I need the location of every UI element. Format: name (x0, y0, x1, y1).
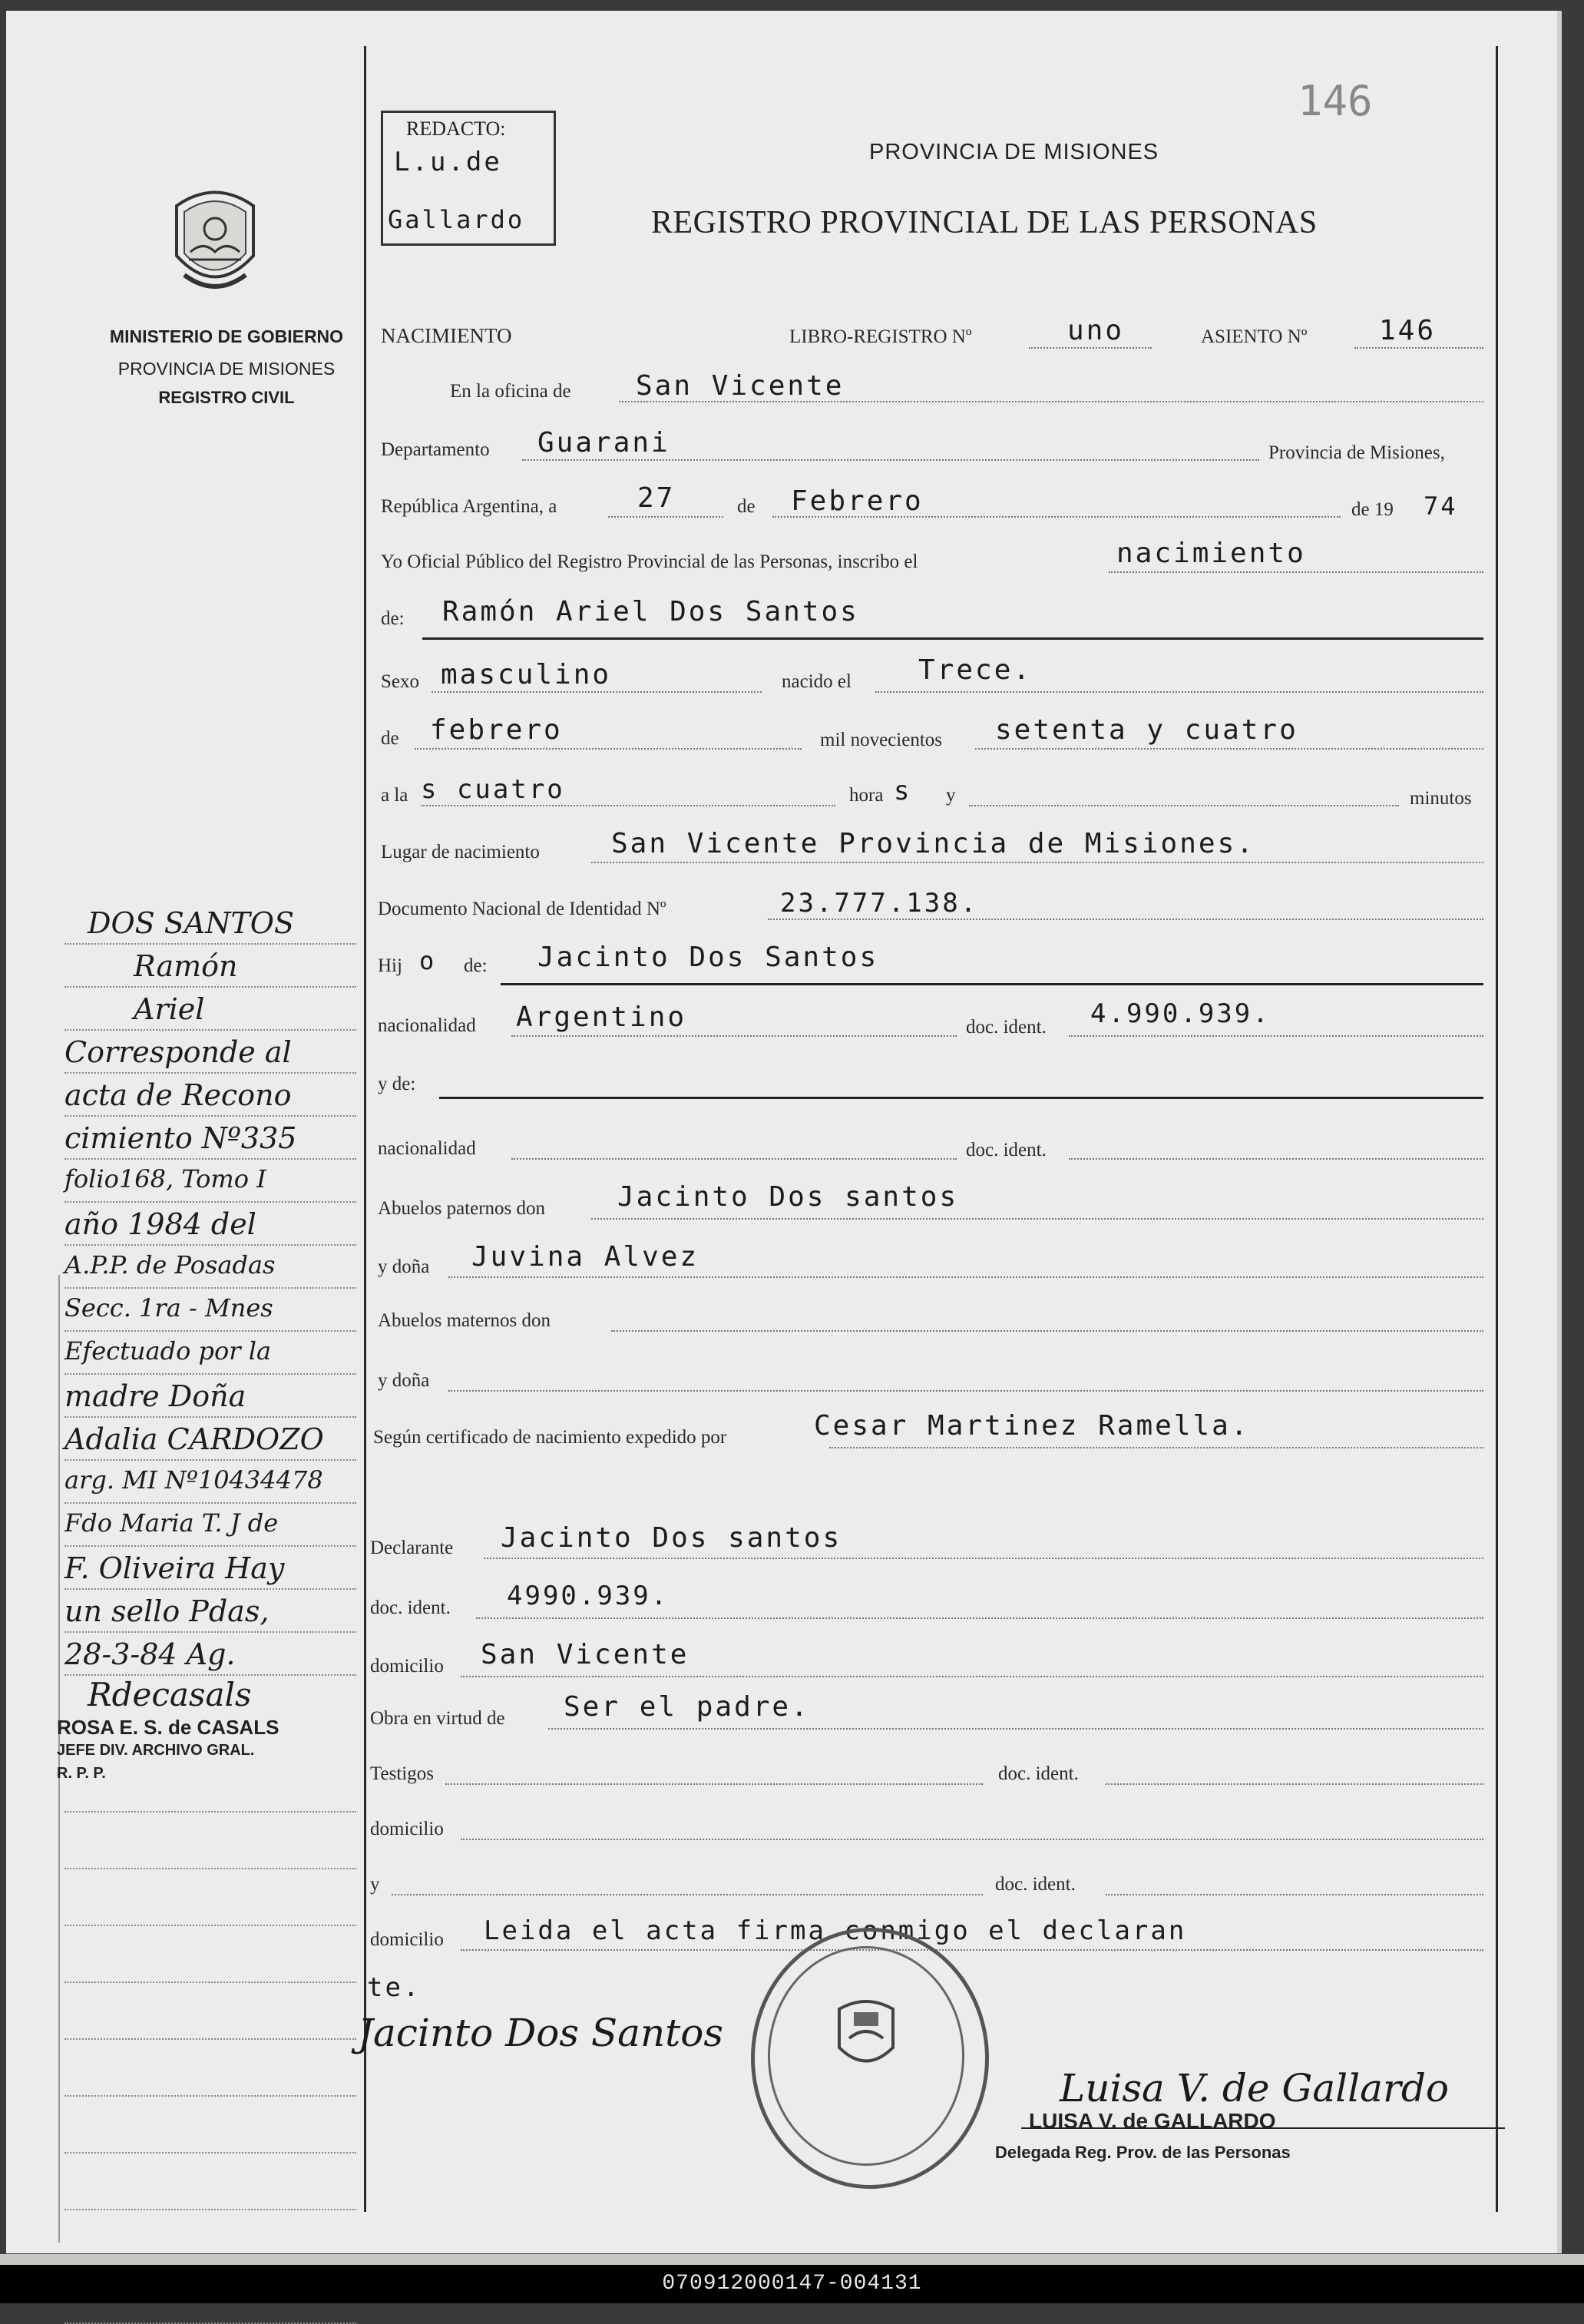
nacido-line (875, 691, 1483, 693)
oficial-value: nacimiento (1116, 538, 1306, 569)
redacto-line1: L.u.de (394, 147, 502, 177)
lugar-label: Lugar de nacimiento (381, 842, 540, 862)
domicilio-label-2: domicilio (370, 1819, 444, 1839)
margin-rule (64, 1502, 356, 1504)
horas-label: hora (849, 785, 884, 806)
margin-note-line: madre Doña (64, 1379, 246, 1413)
margin-rule (64, 1925, 356, 1926)
margin-rule (64, 986, 356, 988)
domicilio-line-1 (461, 1676, 1483, 1677)
abpat-don-line (591, 1218, 1483, 1220)
de-anio-label: de 19 (1351, 499, 1394, 520)
margin-note-line: año 1984 del (64, 1207, 256, 1241)
y-de-label: y de: (378, 1074, 416, 1094)
certificado-value: Cesar Martinez Ramella. (814, 1410, 1250, 1442)
margin-rule (64, 1416, 356, 1418)
margin-note-line: Secc. 1ra - Mnes (64, 1293, 273, 1323)
nombre-value: Ramón Ariel Dos Santos (442, 596, 859, 627)
margin-stamp-1: ROSA E. S. de CASALS (57, 1716, 279, 1739)
doc-padre-value: 4.990.939. (1090, 998, 1271, 1029)
domicilio-label-1: domicilio (370, 1656, 444, 1677)
doc-declarante-label: doc. ident. (370, 1597, 451, 1618)
testigos-label: Testigos (370, 1763, 434, 1784)
margin-note-line: arg. MI Nº10434478 (64, 1465, 323, 1495)
madre-line (439, 1097, 1483, 1099)
seal-emblem-icon (828, 1994, 904, 2078)
domicilio-label-3: domicilio (370, 1929, 444, 1950)
testigo1-line (445, 1783, 983, 1785)
dni-line (768, 919, 1483, 920)
margin-rule (64, 1330, 356, 1332)
doc-ident-label-1: doc. ident. (966, 1017, 1047, 1038)
doc-ident-label-2: doc. ident. (966, 1140, 1047, 1160)
oficina-label: En la oficina de (450, 381, 571, 402)
libro-line (1029, 347, 1152, 349)
margin-rule (64, 2095, 356, 2097)
ministry-line1: MINISTERIO DE GOBIERNO (109, 326, 344, 346)
ala-value: s cuatro (421, 774, 565, 805)
libro-label: LIBRO-REGISTRO Nº (789, 326, 972, 347)
province-emblem-icon (161, 183, 269, 306)
oficina-value: San Vicente (636, 370, 845, 402)
doc-ident-label-3: doc. ident. (998, 1763, 1079, 1784)
declarante-value: Jacinto Dos santos (501, 1522, 842, 1554)
obra-label: Obra en virtud de (370, 1708, 505, 1729)
obra-line (548, 1728, 1483, 1730)
page-edge (0, 2254, 1584, 2265)
mes-nac-line (415, 748, 802, 750)
page-number: 146 (1298, 77, 1373, 125)
republica-label: República Argentina, a (381, 496, 557, 517)
dia-value: 27 (637, 482, 676, 514)
registry-heading: REGISTRO PROVINCIAL DE LAS PERSONAS (651, 205, 1318, 240)
scan-id-footer: 070912000147-004131 (0, 2265, 1584, 2303)
abmat-dona-line (448, 1390, 1483, 1392)
sexo-value: masculino (441, 659, 612, 690)
asiento-line (1354, 347, 1483, 349)
redacto-line2: Gallardo (388, 205, 525, 234)
testigo1-doc-line (1106, 1783, 1483, 1785)
margin-note-line: acta de Recono (64, 1078, 292, 1112)
abpat-dona-line (448, 1276, 1483, 1278)
margin-note-line: Corresponde al (64, 1035, 292, 1069)
margin-note-line: 28-3-84 Ag. (64, 1637, 236, 1671)
ala-line (421, 805, 835, 806)
minutos-label: minutos (1410, 788, 1472, 809)
margin-note (57, 906, 356, 2243)
declarante-label: Declarante (370, 1538, 454, 1558)
province-heading: PROVINCIA DE MISIONES (869, 140, 1159, 164)
de-label: de (737, 496, 756, 517)
y-label-2: y (370, 1874, 380, 1895)
ala-label: a la (381, 785, 408, 806)
left-rule (364, 46, 366, 2212)
margin-stamp-2: JEFE DIV. ARCHIVO GRAL. (57, 1742, 255, 1759)
leida-text-2: te. (367, 1972, 422, 2003)
nac-padre-line (511, 1035, 957, 1037)
margin-note-line: cimiento Nº335 (64, 1121, 297, 1155)
doc-padre-line (1069, 1035, 1483, 1037)
asiento-value: 146 (1379, 315, 1437, 346)
de-mes-label: de (381, 728, 399, 749)
margin-rule (64, 1115, 356, 1117)
declarante-signature: Jacinto Dos Santos (358, 2011, 724, 2055)
margin-rule (64, 1811, 356, 1813)
redacto-label: REDACTO: (406, 118, 506, 140)
abuelos-paternos-label: Abuelos paternos don (378, 1198, 546, 1219)
mil-label: mil novecientos (820, 730, 942, 750)
nacido-value: Trece. (918, 654, 1033, 686)
margin-note-line: Efectuado por la (64, 1336, 272, 1366)
hijo-label: Hij (378, 955, 402, 976)
padre-line (501, 983, 1483, 985)
margin-note-line: un sello Pdas, (64, 1594, 270, 1628)
sexo-line (432, 691, 762, 693)
margin-rule (64, 1072, 356, 1074)
nacido-label: nacido el (782, 671, 852, 692)
ministry-line2: PROVINCIA DE MISIONES (117, 359, 336, 379)
asiento-label: ASIENTO Nº (1201, 326, 1308, 347)
nombre-line (422, 637, 1483, 640)
margin-rule (64, 1981, 356, 1983)
oficial-line (1109, 571, 1483, 573)
margin-rule (64, 1868, 356, 1869)
dni-label: Documento Nacional de Identidad Nº (378, 899, 666, 919)
margin-rule (64, 1631, 356, 1633)
margin-note-line: A.P.P. de Posadas (64, 1250, 276, 1280)
margin-rule (64, 2152, 356, 2154)
domicilio-value: San Vicente (481, 1639, 689, 1670)
nac-madre-line (511, 1158, 957, 1160)
margin-note-line: Adalia CARDOZO (64, 1422, 324, 1456)
ministry-line3: REGISTRO CIVIL (158, 388, 295, 407)
oficial-text: Yo Oficial Público del Registro Provincial de las Personas, inscribo el (381, 551, 918, 572)
margin-note-line: Ariel (134, 992, 205, 1026)
departamento-value: Guarani (537, 427, 670, 459)
margin-rule (64, 1373, 356, 1375)
doc-ident-label-4: doc. ident. (995, 1874, 1076, 1895)
margin-note-line: Ramón (134, 949, 238, 983)
certificado-label: Según certificado de nacimiento expedido por (373, 1427, 727, 1448)
oficial-signature: Luisa V. de Gallardo (1060, 2066, 1449, 2110)
nacionalidad-label-2: nacionalidad (378, 1138, 476, 1159)
sexo-label: Sexo (381, 671, 419, 692)
doc-madre-line (1069, 1158, 1483, 1160)
margin-rule (64, 1244, 356, 1246)
obra-value: Ser el padre. (564, 1691, 810, 1723)
hijo-de-label: de: (464, 955, 488, 976)
departamento-line (522, 459, 1259, 461)
redacto-box (381, 111, 556, 246)
doc-declarante-value: 4990.939. (507, 1581, 670, 1611)
oficial-title-stamp: Delegada Reg. Prov. de las Personas (995, 2143, 1291, 2162)
right-rule (1496, 46, 1498, 2212)
padre-value: Jacinto Dos Santos (537, 942, 879, 973)
margin-note-line: F. Oliveira Hay (64, 1551, 285, 1585)
abmat-don-line (611, 1330, 1483, 1332)
certificado-line (829, 1447, 1483, 1448)
margin-rule (64, 1029, 356, 1031)
hijo-o: o (419, 946, 437, 975)
y-dona-label-1: y doña (378, 1256, 430, 1277)
testigo2-doc-line (1106, 1894, 1483, 1895)
dni-value: 23.777.138. (780, 888, 979, 919)
y-label: y (946, 785, 956, 806)
margin-note-line: Fdo Maria T. J de (64, 1508, 279, 1538)
horas-value: s (894, 776, 912, 806)
de-nombre-label: de: (381, 608, 405, 629)
oficial-name-stamp: LUISA V. de GALLARDO (1029, 2109, 1276, 2133)
margin-signature: Rdecasals (88, 1676, 252, 1713)
testigo2-line (392, 1894, 983, 1895)
nacionalidad-label-1: nacionalidad (378, 1015, 476, 1036)
nac-padre-value: Argentino (516, 1001, 687, 1033)
domicilio-line-2 (461, 1839, 1483, 1840)
margin-note-line: folio168, Tomo I (64, 1164, 266, 1193)
libro-value: uno (1067, 315, 1125, 346)
margin-rule (64, 1287, 356, 1289)
margin-rule (64, 1158, 356, 1160)
margin-rule (64, 2038, 356, 2040)
lugar-line (591, 862, 1483, 863)
abpat-don-value: Jacinto Dos santos (617, 1181, 959, 1213)
margin-rule (64, 2209, 356, 2210)
lugar-value: San Vicente Provincia de Misiones. (611, 828, 1255, 859)
margin-rule (64, 1545, 356, 1547)
mes-nac-value: febrero (430, 714, 563, 746)
leida-text: Leida el acta firma conmigo el declaran (484, 1915, 1187, 1946)
nacimiento-label: NACIMIENTO (381, 324, 512, 347)
abpat-dona-value: Juvina Alvez (471, 1241, 699, 1273)
margin-note-line: DOS SANTOS (88, 906, 294, 940)
doc-declarante-line (476, 1617, 1483, 1619)
anio-nac-line (975, 748, 1483, 750)
minutos-line (969, 805, 1399, 806)
margin-rule (64, 1201, 356, 1203)
domicilio-line-3 (461, 1949, 1483, 1951)
y-dona-label-2: y doña (378, 1370, 430, 1391)
margin-rule (64, 1588, 356, 1590)
margin-stamp-3: R. P. P. (57, 1765, 106, 1782)
mes-value: Febrero (791, 485, 924, 517)
margin-rule (64, 1459, 356, 1461)
departamento-label: Departamento (381, 439, 490, 460)
anio-value: 74 (1424, 492, 1458, 521)
provincia-suffix: Provincia de Misiones, (1268, 442, 1445, 463)
abuelos-maternos-label: Abuelos maternos don (378, 1310, 551, 1331)
anio-nac-value: setenta y cuatro (995, 714, 1298, 746)
oficial-signature-line (1021, 2127, 1505, 2129)
margin-rule (64, 943, 356, 945)
declarante-line (484, 1558, 1483, 1559)
dia-line (608, 516, 723, 518)
